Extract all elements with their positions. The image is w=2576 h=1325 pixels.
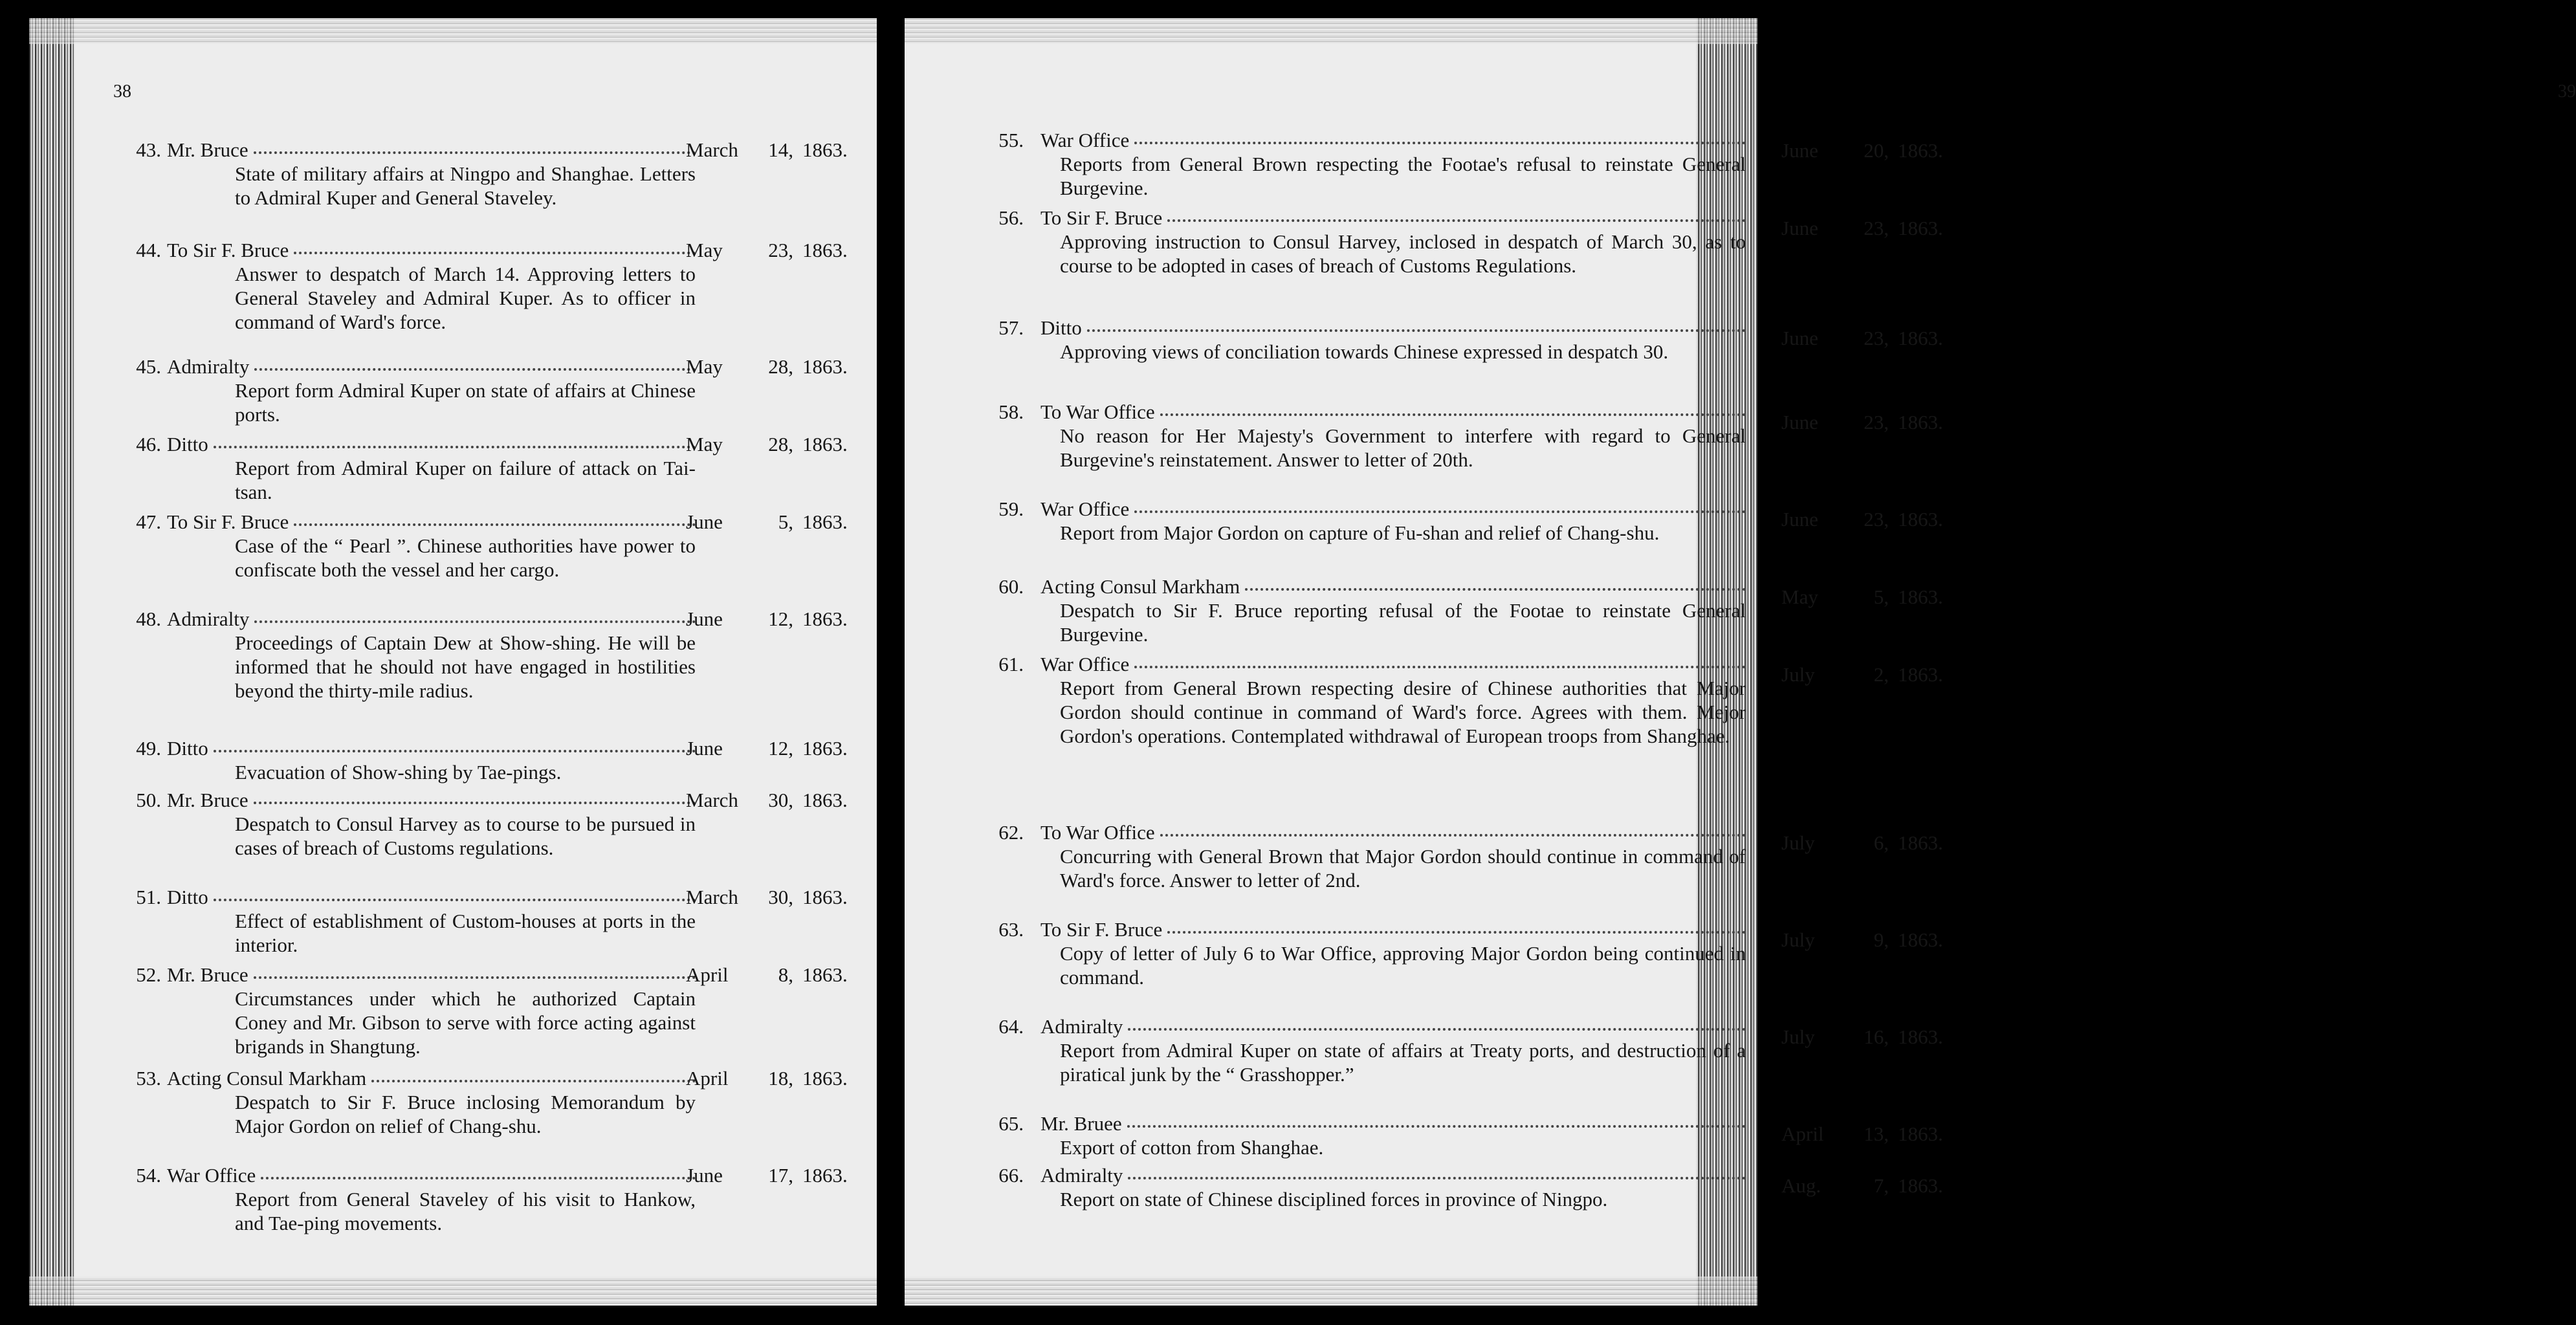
entry-recipient: War Office <box>1040 129 1130 151</box>
entry-number: 61. <box>998 653 1024 675</box>
entry-number: 47. <box>136 510 161 533</box>
entry-heading <box>1040 1111 1746 1135</box>
date-month: March <box>686 886 738 908</box>
entry-number: 55. <box>998 129 1024 151</box>
entry-recipient: To War Office <box>1040 821 1155 844</box>
entry-date <box>1781 507 1943 531</box>
date-month: May <box>1781 586 1818 608</box>
entry-heading <box>167 607 696 631</box>
date-year: 1863. <box>1898 1122 1943 1145</box>
leader-dots <box>1127 1125 1746 1128</box>
entry-number: 50. <box>136 789 161 811</box>
date-month: March <box>686 789 738 811</box>
entry-heading <box>1040 575 1746 598</box>
entry-heading <box>167 238 696 262</box>
entry-number: 43. <box>136 138 161 161</box>
entry-description: Report from Admiral Kuper on state of affairs at Treaty ports, and destruction of a piratical junk by the “ Grasshopper.” <box>1060 1039 1746 1086</box>
entry-date <box>1781 1122 1943 1146</box>
entry-heading <box>167 138 696 162</box>
leader-dots <box>294 252 696 254</box>
entry-description: Copy of letter of July 6 to War Office, approving Major Gordon being continued in command. <box>1060 942 1746 989</box>
entry-heading <box>167 510 696 534</box>
entry-heading <box>1040 316 1746 340</box>
date-day: 17, <box>768 1164 793 1187</box>
entry-date <box>686 736 848 760</box>
entry-date <box>686 355 848 378</box>
left-page <box>29 18 877 1306</box>
leader-dots <box>1128 1028 1746 1031</box>
entry-description: Case of the “ Pearl ”. Chinese authorities have power to confiscate both the vessel and her cargo. <box>235 534 696 581</box>
leader-dots <box>254 151 696 154</box>
entry-date <box>1781 585 1943 609</box>
entry-number: 63. <box>998 918 1024 941</box>
date-month: July <box>1781 663 1815 686</box>
leader-dots <box>254 802 696 804</box>
entry-description: Answer to despatch of March 14. Approving letters to General Staveley and Admiral Kuper. As to officer in command of Ward's force. <box>235 263 696 333</box>
date-month: June <box>686 737 723 760</box>
date-day: 12, <box>768 737 793 760</box>
leader-dots <box>1087 329 1746 332</box>
date-day: 23, <box>1864 327 1889 349</box>
entry-date <box>686 885 848 909</box>
date-day: 20, <box>1864 139 1889 162</box>
entry-heading <box>1040 917 1746 941</box>
date-year: 1863. <box>1898 508 1943 531</box>
entry-number: 60. <box>998 575 1024 598</box>
entry-heading <box>167 736 696 760</box>
entry-date <box>686 1163 848 1187</box>
leader-dots <box>1134 510 1746 513</box>
leader-dots <box>1128 1177 1746 1179</box>
date-day: 30, <box>768 789 793 811</box>
date-month: Aug. <box>1781 1174 1822 1197</box>
date-year: 1863. <box>802 789 848 811</box>
entry-heading <box>167 885 696 909</box>
entry-recipient: Ditto <box>167 737 208 760</box>
entry-description: Export of cotton from Shanghae. <box>1060 1136 1324 1159</box>
entry-date <box>1781 326 1943 350</box>
entry-recipient: Acting Consul Markham <box>167 1067 367 1090</box>
entry-description: Circumstances under which he authorized Captain Coney and Mr. Gibson to serve with force acting against brigands in Shangtung. <box>235 987 696 1058</box>
date-month: May <box>686 433 723 455</box>
date-day: 28, <box>768 433 793 455</box>
entry-heading <box>167 1163 696 1187</box>
date-day: 5, <box>1873 586 1889 608</box>
leader-dots <box>294 523 696 526</box>
entry-number: 49. <box>136 737 161 760</box>
entry-recipient: Admiralty <box>167 608 250 630</box>
entry-description: Effect of establishment of Custom-houses at ports in the interior. <box>235 910 696 956</box>
date-day: 16, <box>1864 1025 1889 1048</box>
entry-heading <box>1040 206 1746 230</box>
entry-description: Concurring with General Brown that Major Gordon should continue in command of Ward's force. Answer to letter of 2nd. <box>1060 845 1746 892</box>
entry-number: 62. <box>998 821 1024 844</box>
entry-date <box>686 238 848 262</box>
date-day: 7, <box>1873 1174 1889 1197</box>
date-month: June <box>1781 327 1818 349</box>
date-day: 12, <box>768 608 793 630</box>
entry-number: 46. <box>136 433 161 455</box>
date-month: July <box>1781 928 1815 951</box>
entry-heading <box>167 355 696 378</box>
entry-number: 57. <box>998 316 1024 339</box>
date-day: 23, <box>1864 411 1889 433</box>
entry-recipient: Admiralty <box>167 355 250 378</box>
date-year: 1863. <box>802 355 848 378</box>
entry-heading <box>167 963 696 987</box>
entry-recipient: War Office <box>167 1164 256 1187</box>
entry-number: 58. <box>998 400 1024 423</box>
entry-date <box>1781 662 1943 686</box>
entry-description: Report on state of Chinese disciplined forces in province of Ningpo. <box>1060 1188 1608 1210</box>
date-month: April <box>686 963 729 986</box>
leader-dots <box>214 446 696 448</box>
leader-dots <box>1167 219 1746 222</box>
entry-recipient: Mr. Bruce <box>167 789 248 811</box>
leader-dots <box>371 1080 696 1082</box>
leader-dots <box>214 750 696 752</box>
date-day: 23, <box>768 239 793 261</box>
entry-number: 64. <box>998 1015 1024 1038</box>
page-number-right: 39 <box>2558 82 2576 102</box>
entry-date <box>1781 1025 1943 1049</box>
leader-dots <box>1134 666 1746 668</box>
date-day: 28, <box>768 355 793 378</box>
entry-heading <box>1040 128 1746 152</box>
leader-dots <box>254 368 696 371</box>
entry-date <box>686 607 848 631</box>
leader-dots <box>254 976 696 979</box>
entry-number: 65. <box>998 1112 1024 1135</box>
date-year: 1863. <box>1898 928 1943 951</box>
date-year: 1863. <box>1898 411 1943 433</box>
entry-description: Despatch to Sir F. Bruce inclosing Memorandum by Major Gordon on relief of Chang-shu. <box>235 1091 696 1137</box>
entry-recipient: Ditto <box>1040 316 1082 339</box>
entry-number: 52. <box>136 963 161 986</box>
date-month: June <box>1781 411 1818 433</box>
entry-date <box>686 788 848 812</box>
entry-heading <box>1040 1163 1746 1187</box>
leader-dots <box>1167 931 1746 934</box>
entry-recipient: War Office <box>1040 653 1130 675</box>
entry-recipient: Acting Consul Markham <box>1040 575 1240 598</box>
right-page <box>905 18 2576 1306</box>
page-number-left: 38 <box>113 82 131 102</box>
entry-date <box>686 138 848 162</box>
entry-heading <box>1040 400 1746 424</box>
entry-description: Report from Major Gordon on capture of Fu-shan and relief of Chang-shu. <box>1060 521 1660 544</box>
date-day: 2, <box>1873 663 1889 686</box>
date-year: 1863. <box>802 886 848 908</box>
entry-number: 48. <box>136 608 161 630</box>
entry-heading <box>1040 652 1746 676</box>
date-month: June <box>686 1164 723 1187</box>
date-year: 1863. <box>802 1164 848 1187</box>
entry-recipient: War Office <box>1040 498 1130 520</box>
date-month: June <box>686 608 723 630</box>
entry-date <box>1781 138 1943 162</box>
leader-dots <box>254 620 696 623</box>
date-year: 1863. <box>1898 586 1943 608</box>
leader-dots <box>1160 834 1746 837</box>
leader-dots <box>1160 413 1746 416</box>
entry-description: Report from General Brown respecting desire of Chinese authorities that Major Gordon should continue in command of Ward's force. Agrees with them. Mejor Gordon's operations. Contemplated withdrawal of European troops from Shanghae. <box>1060 677 1746 747</box>
left-entry-list <box>29 18 877 1306</box>
date-year: 1863. <box>1898 327 1943 349</box>
date-month: June <box>1781 139 1818 162</box>
entry-number: 45. <box>136 355 161 378</box>
entry-description: Approving views of conciliation towards Chinese expressed in despatch 30. <box>1060 340 1669 363</box>
entry-date <box>1781 1174 1943 1198</box>
date-year: 1863. <box>802 510 848 533</box>
date-year: 1863. <box>1898 1025 1943 1048</box>
date-day: 18, <box>768 1067 793 1090</box>
date-month: June <box>1781 508 1818 531</box>
entry-description: Reports from General Brown respecting the Footae's refusal to reinstate General Burgevine. <box>1060 153 1746 199</box>
date-year: 1863. <box>802 963 848 986</box>
entry-recipient: Mr. Bruee <box>1040 1112 1122 1135</box>
date-day: 6, <box>1873 831 1889 854</box>
entry-date <box>686 432 848 456</box>
entry-recipient: To War Office <box>1040 400 1155 423</box>
date-day: 13, <box>1864 1122 1889 1145</box>
entry-number: 56. <box>998 206 1024 229</box>
date-year: 1863. <box>802 433 848 455</box>
entry-heading <box>1040 497 1746 521</box>
entry-recipient: Mr. Bruce <box>167 963 248 986</box>
date-year: 1863. <box>1898 217 1943 239</box>
date-day: 30, <box>768 886 793 908</box>
entry-recipient: Ditto <box>167 886 208 908</box>
entry-number: 54. <box>136 1164 161 1187</box>
entry-date <box>686 510 848 534</box>
date-day: 9, <box>1873 928 1889 951</box>
date-month: July <box>1781 831 1815 854</box>
date-day: 5, <box>778 510 793 533</box>
entry-heading <box>1040 820 1746 844</box>
entry-description: Proceedings of Captain Dew at Show-shing. He will be informed that he should not have engaged in hostilities beyond the thirty-mile radius. <box>235 631 696 702</box>
date-year: 1863. <box>802 138 848 161</box>
date-year: 1863. <box>1898 831 1943 854</box>
entry-recipient: Admiralty <box>1040 1015 1123 1038</box>
entry-number: 53. <box>136 1067 161 1090</box>
leader-dots <box>214 899 696 901</box>
date-year: 1863. <box>1898 139 1943 162</box>
entry-description: Approving instruction to Consul Harvey, inclosed in despatch of March 30, as to course to be adopted in cases of breach of Customs Regulations. <box>1060 230 1746 277</box>
entry-number: 59. <box>998 498 1024 520</box>
entry-recipient: To Sir F. Bruce <box>167 239 289 261</box>
date-year: 1863. <box>1898 663 1943 686</box>
entry-description: No reason for Her Majesty's Government to interfere with regard to General Burgevine's reinstatement. Answer to letter of 20th. <box>1060 424 1746 471</box>
entry-number: 51. <box>136 886 161 908</box>
date-year: 1863. <box>802 608 848 630</box>
entry-description: Report from Admiral Kuper on failure of attack on Tai-tsan. <box>235 457 696 503</box>
date-month: June <box>1781 217 1818 239</box>
date-month: March <box>686 138 738 161</box>
entry-number: 66. <box>998 1164 1024 1187</box>
entry-date <box>1781 928 1943 952</box>
leader-dots <box>261 1177 696 1179</box>
entry-recipient: Admiralty <box>1040 1164 1123 1187</box>
date-year: 1863. <box>802 239 848 261</box>
entry-description: Report form Admiral Kuper on state of affairs at Chinese ports. <box>235 379 696 426</box>
date-day: 14, <box>768 138 793 161</box>
date-year: 1863. <box>802 1067 848 1090</box>
entry-recipient: Mr. Bruce <box>167 138 248 161</box>
date-month: April <box>686 1067 729 1090</box>
right-entry-list <box>905 18 1943 1306</box>
date-year: 1863. <box>802 737 848 760</box>
leader-dots <box>1134 142 1746 144</box>
entry-description: State of military affairs at Ningpo and Shanghae. Letters to Admiral Kuper and General Staveley. <box>235 162 696 209</box>
date-day: 23, <box>1864 508 1889 531</box>
entry-heading <box>167 788 696 812</box>
leader-dots <box>1245 588 1746 591</box>
date-month: May <box>686 239 723 261</box>
date-month: July <box>1781 1025 1815 1048</box>
entry-heading <box>1040 1014 1746 1038</box>
entry-recipient: To Sir F. Bruce <box>1040 918 1163 941</box>
date-year: 1863. <box>1898 1174 1943 1197</box>
entry-date <box>686 963 848 987</box>
entry-heading <box>167 1066 696 1090</box>
entry-recipient: To Sir F. Bruce <box>1040 206 1163 229</box>
entry-description: Evacuation of Show-shing by Tae-pings. <box>235 761 562 783</box>
entry-date <box>686 1066 848 1090</box>
entry-description: Despatch to Consul Harvey as to course to be pursued in cases of breach of Customs regulations. <box>235 813 696 859</box>
entry-date <box>1781 831 1943 855</box>
entry-date <box>1781 410 1943 434</box>
date-month: June <box>686 510 723 533</box>
date-month: April <box>1781 1122 1824 1145</box>
entry-description: Despatch to Sir F. Bruce reporting refusal of the Footae to reinstate General Burgevine. <box>1060 599 1746 646</box>
entry-date <box>1781 216 1943 240</box>
date-month: May <box>686 355 723 378</box>
entry-recipient: To Sir F. Bruce <box>167 510 289 533</box>
entry-heading <box>167 432 696 456</box>
date-day: 23, <box>1864 217 1889 239</box>
date-day: 8, <box>778 963 793 986</box>
entry-number: 44. <box>136 239 161 261</box>
entry-description: Report from General Staveley of his visit to Hankow, and Tae-ping movements. <box>235 1188 696 1234</box>
entry-recipient: Ditto <box>167 433 208 455</box>
